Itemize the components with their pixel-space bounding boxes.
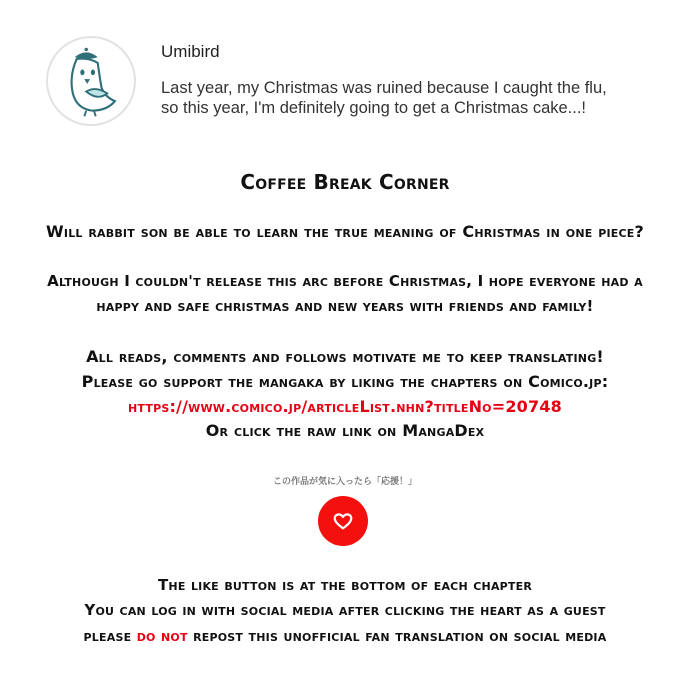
- like-heart-button[interactable]: [318, 496, 368, 546]
- note-line: happy and safe christmas and new years with friends and family!: [96, 297, 594, 315]
- comico-link[interactable]: https://www.comico.jp/articleList.nhn?titleNo=20748: [128, 397, 562, 416]
- footer-line: The like button is at the bottom of each chapter: [157, 576, 533, 594]
- note-line: Will rabbit son be able to learn the true meaning of Christmas in one piece?: [46, 222, 644, 241]
- author-comment: [161, 78, 671, 118]
- footer-text: please: [83, 627, 137, 645]
- note-line: All reads, comments and follows motivate me to keep translating!: [86, 347, 604, 366]
- author-comment-line: Last year, my Christmas was ruined because I caught the flu,: [161, 79, 607, 97]
- author-name: Umibird: [161, 42, 220, 61]
- heart-icon: [332, 510, 354, 532]
- footer-line: [0, 627, 690, 645]
- author-comment-line: so this year, I'm definitely going to get a Christmas cake...!: [161, 99, 587, 117]
- note-line: Although I couldn't release this arc before Christmas, I hope everyone had a: [47, 272, 643, 290]
- author-avatar: [46, 36, 136, 126]
- note-title: Coffee Break Corner: [240, 170, 450, 194]
- footer-text: repost this unofficial fan translation on social media: [187, 627, 607, 645]
- note-line: Please go support the mangaka by liking the chapters on Comico.jp:: [81, 372, 609, 391]
- support-prompt: この作品が気に入ったら「応援！」: [272, 477, 417, 487]
- note-line: Or click the raw link on MangaDex: [205, 421, 485, 440]
- footer-line: You can log in with social media after clicking the heart as a guest: [84, 601, 606, 619]
- bird-with-beret-icon: [48, 38, 134, 124]
- do-not-emphasis: do not: [136, 627, 188, 645]
